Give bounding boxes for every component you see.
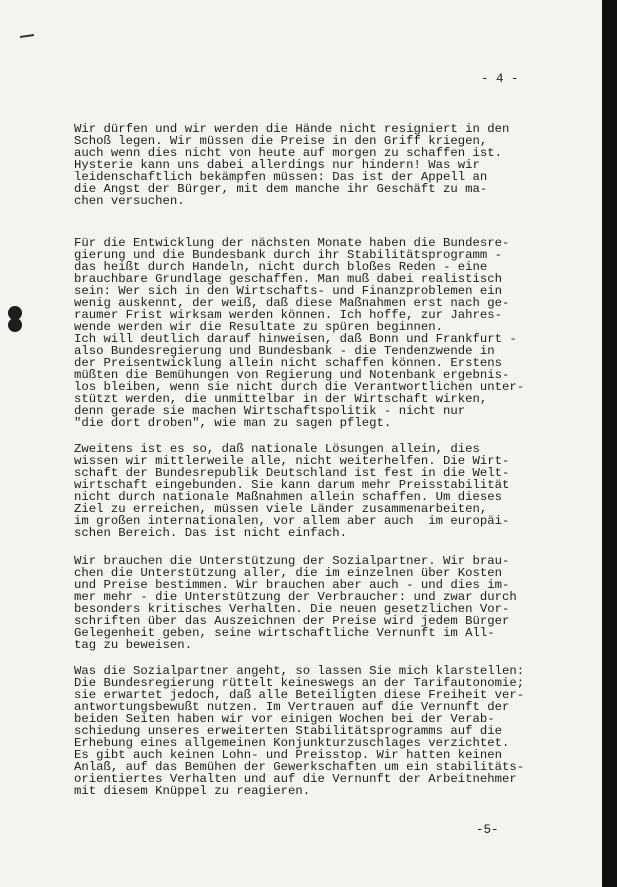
text-line: wenig auskennt, der weiß, daß diese Maßnahmen erst nach ge- — [74, 296, 510, 310]
text-line: chen versuchen. — [74, 194, 185, 208]
text-line: schaft der Bundesrepublik Deutschland ist fest in die Welt- — [74, 466, 510, 480]
text-line: wirtschaft eingebunden. Sie kann darum mehr Preisstabilität — [74, 478, 510, 492]
page-number-bottom: -5- — [476, 823, 499, 837]
text-line: Zweitens ist es so, daß nationale Lösungen allein, dies — [74, 442, 480, 456]
text-line: das heißt durch Handeln, nicht durch bloßes Reden - eine — [74, 260, 488, 274]
text-line: Wir dürfen und wir werden die Hände nicht resigniert in den — [74, 122, 510, 136]
text-line: raumer Frist wirksam werden können. Ich hoffe, zur Jahres- — [74, 308, 503, 322]
text-line: Hysterie kann uns dabei allerdings nur hindern! Was wir — [74, 158, 480, 172]
text-line: antwortungsbewußt nutzen. Im Vertrauen auf die Vernunft der — [74, 700, 510, 714]
text-line: leidenschaftlich bekämpfen müssen: Das ist der Appell an — [74, 170, 488, 184]
punch-hole-mark — [8, 318, 22, 332]
text-line: die Angst der Bürger, mit dem manche ihr Geschäft zu ma- — [74, 182, 488, 196]
text-line: Gelegenheit geben, seine wirtschaftliche Vernunft im All- — [74, 626, 495, 640]
text-line: Die Bundesregierung rüttelt keineswegs an der Tarifautonomie; — [74, 676, 525, 690]
text-line: also Bundesregierung und Bundesbank - die Tendenzwende in — [74, 344, 495, 358]
text-line: Erhebung eines allgemeinen Konjunkturzuschlages verzichtet. — [74, 736, 510, 750]
text-line: besonders kritisches Verhalten. Die neuen gesetzlichen Vor- — [74, 602, 510, 616]
text-line: wende werden wir die Resultate zu spüren beginnen. — [74, 320, 443, 334]
text-line: tag zu beweisen. — [74, 638, 193, 652]
paragraph-2 — [74, 237, 509, 333]
text-line: schen Bereich. Das ist nicht einfach. — [74, 526, 348, 540]
text-line: Schoß legen. Wir müssen die Preise in den Griff kriegen, — [74, 134, 488, 148]
page-number-top: - 4 - — [481, 72, 519, 86]
text-line: Es gibt auch keinen Lohn- und Preisstop. Wir hatten keinen — [74, 748, 503, 762]
text-line: wissen wir mittlerweile alle, nicht weiterhelfen. Die Wirt- — [74, 454, 510, 468]
text-line: der Preisentwicklung allein nicht schaffen können. Erstens — [74, 356, 503, 370]
text-line: Was die Sozialpartner angeht, so lassen Sie mich klarstellen: — [74, 664, 525, 678]
paragraph-1 — [74, 123, 509, 207]
text-line: chen die Unterstützung aller, die im einzelnen über Kosten — [74, 566, 503, 580]
text-line: mit diesem Knüppel zu reagieren. — [74, 784, 311, 798]
text-line: beiden Seiten haben wir vor einigen Wochen bei der Verab- — [74, 712, 495, 726]
paragraph-6 — [74, 665, 524, 797]
text-line: Anlaß, auf das Bemühen der Gewerkschaften um ein stabilitäts- — [74, 760, 525, 774]
text-line: auch wenn dies nicht von heute auf morgen zu schaffen ist. — [74, 146, 503, 160]
text-line: "die dort droben", wie man zu sagen pflegt. — [74, 416, 392, 430]
text-line: sein: Wer sich in den Wirtschafts- und Finanzproblemen ein — [74, 284, 503, 298]
scan-edge — [602, 0, 617, 887]
paragraph-5 — [74, 555, 517, 651]
text-line: im großen internationalen, vor allem aber auch im europäi- — [74, 514, 510, 528]
text-line: mer mehr - die Unterstützung der Verbraucher: und zwar durch — [74, 590, 517, 604]
text-line: müßten die Bemühungen von Regierung und Notenbank ergebnis- — [74, 368, 510, 382]
text-line: Für die Entwicklung der nächsten Monate haben die Bundesre- — [74, 236, 510, 250]
text-line: und Preise bestimmen. Wir brauchen aber auch - und dies im- — [74, 578, 510, 592]
text-line: gierung und die Bundesbank durch ihr Stabilitätsprogramm - — [74, 248, 503, 262]
text-line: sie erwartet jedoch, daß alle Beteiligten diese Freiheit ver- — [74, 688, 525, 702]
text-line: brauchbare Grundlage geschaffen. Man muß dabei realistisch — [74, 272, 503, 286]
paragraph-4 — [74, 443, 509, 539]
text-line: denn gerade sie machen Wirtschaftspolitik - nicht nur — [74, 404, 466, 418]
text-line: stützt werden, die unmittelbar in der Wirtschaft wirken, — [74, 392, 488, 406]
text-line: orientiertes Verhalten und auf die Vernunft der Arbeitnehmer — [74, 772, 517, 786]
paragraph-3 — [74, 333, 524, 429]
text-line: Wir brauchen die Unterstützung der Sozialpartner. Wir brau- — [74, 554, 510, 568]
text-line: schriften über das Auszeichnen der Preise wird jedem Bürger — [74, 614, 510, 628]
text-line: Ich will deutlich darauf hinweisen, daß Bonn und Frankfurt - — [74, 332, 517, 346]
margin-tick-mark — [20, 34, 34, 38]
text-line: schiedung unseres erweiterten Stabilitätsprogramms auf die — [74, 724, 503, 738]
text-line: los bleiben, wenn sie nicht durch die Verantwortlichen unter- — [74, 380, 525, 394]
text-line: nicht durch nationale Maßnahmen allein schaffen. Um dieses — [74, 490, 503, 504]
text-line: Ziel zu erreichen, müssen viele Länder zusammenarbeiten, — [74, 502, 488, 516]
